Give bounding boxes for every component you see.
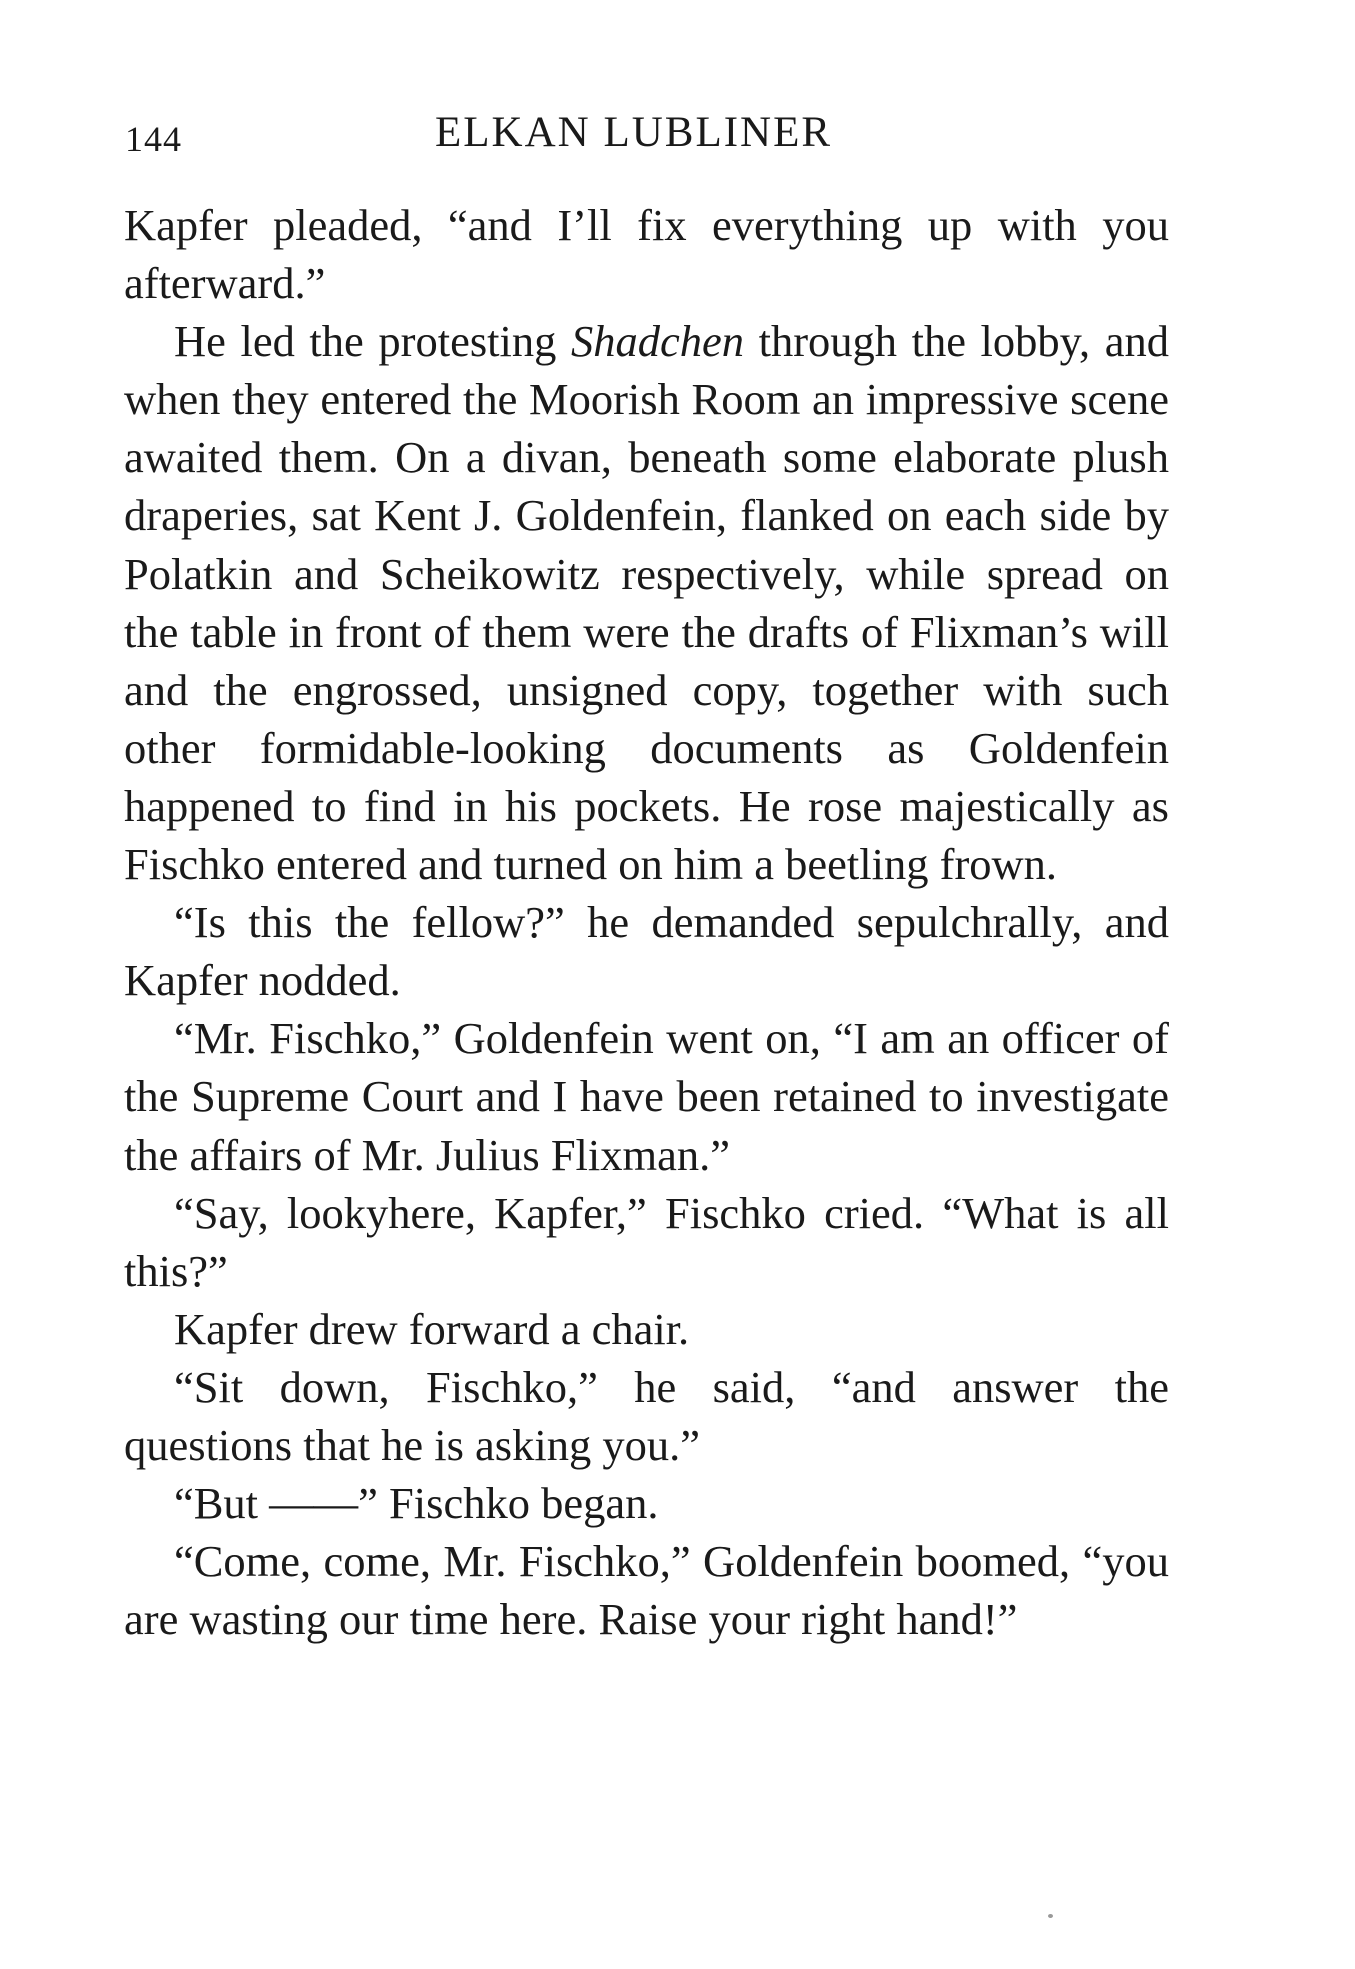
- paragraph: [124, 312, 1169, 893]
- paragraph: [124, 1184, 1169, 1300]
- body-text: [124, 196, 1169, 1648]
- text-segment: “Say, lookyhere, Kapfer,” Fischko cried. “What is all this?”: [124, 1187, 1169, 1296]
- paragraph: [124, 893, 1169, 1009]
- paragraph: [124, 196, 1169, 312]
- text-segment: Kapfer pleaded, “and I’ll fix everything up with you afterward.”: [124, 200, 1169, 309]
- paragraph: [124, 1358, 1169, 1474]
- text-segment: Kapfer drew forward a chair.: [174, 1303, 690, 1354]
- paragraph: [124, 1474, 1169, 1532]
- text-segment: “Mr. Fischko,” Goldenfein went on, “I am an officer of the Supreme Court and I have been retained to investigate the affairs of Mr. Julius Flixman.”: [124, 1013, 1169, 1180]
- paragraph: [124, 1532, 1169, 1648]
- text-segment: “But ——” Fischko began.: [174, 1478, 659, 1529]
- paragraph: [124, 1300, 1169, 1358]
- text-segment: “Is this the fellow?” he demanded sepulchrally, and Kapfer nodded.: [124, 897, 1169, 1006]
- text-segment: He led the protesting: [174, 316, 571, 367]
- paragraph: [124, 1009, 1169, 1183]
- text-segment: through the lobby, and when they entered the Moorish Room an impressive scene awaited them. On a divan, beneath some elaborate plush draperies, sat Kent J. Goldenfein, flanked on each side by Polatkin and Scheikowitz respectively, while spread on the table in front of them were the drafts of Flixman’s will and the engrossed, unsigned copy, together with such other formidable-looking documents as Goldenfein happened to find in his pockets. He rose majestically as Fischko entered and turned on him a beetling frown.: [124, 316, 1169, 890]
- print-speck: [1048, 1914, 1053, 1918]
- text-segment: “Come, come, Mr. Fischko,” Goldenfein boomed, “you are wasting our time here. Raise your right hand!”: [124, 1536, 1169, 1645]
- running-head: [125, 108, 1165, 168]
- text-segment: “Sit down, Fischko,” he said, “and answer the questions that he is asking you.”: [124, 1361, 1169, 1470]
- italic-text-segment: Shadchen: [570, 316, 744, 367]
- book-title: ELKAN LUBLINER: [435, 109, 833, 156]
- page-number: 144: [125, 119, 182, 159]
